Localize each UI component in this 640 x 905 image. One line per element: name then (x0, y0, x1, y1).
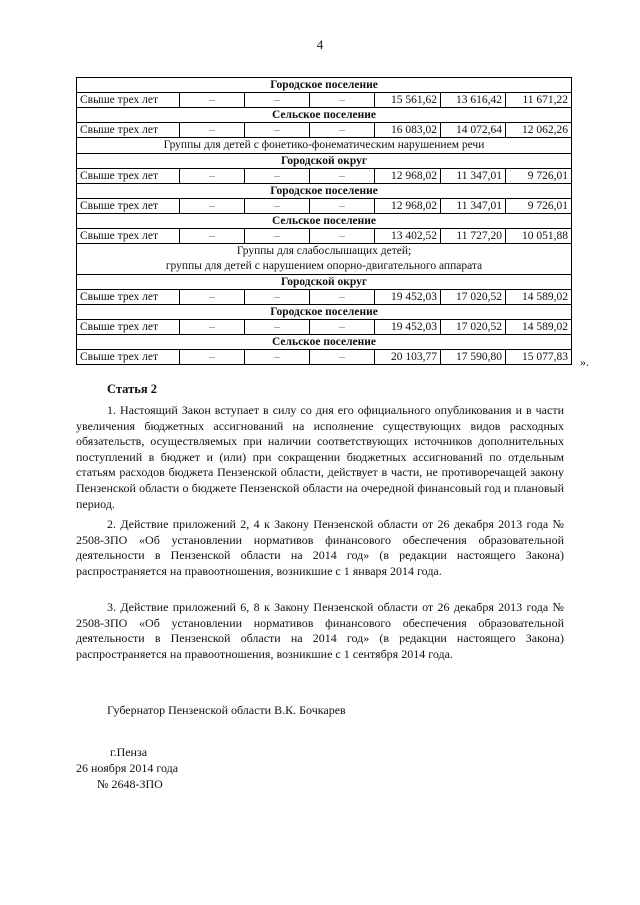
value-cell: 17 020,52 (441, 290, 506, 305)
section-header-row (77, 154, 572, 169)
table-row (77, 169, 572, 184)
section-header-row (77, 305, 572, 320)
section-header: Городской округ (77, 154, 572, 169)
dash-cell: – (310, 290, 375, 305)
value-cell: 11 671,22 (506, 93, 572, 108)
value-cell: 12 968,02 (375, 169, 441, 184)
section-header-row (77, 184, 572, 199)
dash-cell: – (245, 199, 310, 214)
value-cell: 9 726,01 (506, 199, 572, 214)
value-cell: 15 077,83 (506, 350, 572, 365)
section-header-row (77, 108, 572, 123)
section-header: Городской округ (77, 275, 572, 290)
place: г.Пенза (110, 745, 148, 759)
table-row (77, 350, 572, 365)
section-header-row (77, 335, 572, 350)
value-cell: 9 726,01 (506, 169, 572, 184)
age-cell: Свыше трех лет (77, 290, 180, 305)
value-cell: 14 072,64 (441, 123, 506, 138)
dash-cell: – (245, 123, 310, 138)
table-row (77, 290, 572, 305)
table-row (77, 320, 572, 335)
dash-cell: – (180, 320, 245, 335)
dash-cell: – (245, 320, 310, 335)
age-cell: Свыше трех лет (77, 320, 180, 335)
value-cell: 11 347,01 (441, 169, 506, 184)
age-cell: Свыше трех лет (77, 350, 180, 365)
value-cell: 16 083,02 (375, 123, 441, 138)
age-cell: Свыше трех лет (77, 123, 180, 138)
value-cell: 13 616,42 (441, 93, 506, 108)
value-cell: 11 347,01 (441, 199, 506, 214)
dash-cell: – (180, 350, 245, 365)
dash-cell: – (180, 290, 245, 305)
group-header-line-1: Группы для слабослышащих детей; (236, 245, 412, 257)
value-cell: 12 968,02 (375, 199, 441, 214)
section-header-row (77, 214, 572, 229)
governor-signature: Губернатор Пензенской области В.К. Бочкарев (107, 703, 346, 717)
page-number: 4 (316, 37, 324, 52)
age-cell: Свыше трех лет (77, 169, 180, 184)
dash-cell: – (245, 350, 310, 365)
dash-cell: – (180, 123, 245, 138)
dash-cell: – (310, 199, 375, 214)
section-header: Сельское поселение (77, 214, 572, 229)
value-cell: 14 589,02 (506, 320, 572, 335)
value-cell: 14 589,02 (506, 290, 572, 305)
value-cell: 19 452,03 (375, 290, 441, 305)
section-header: Сельское поселение (77, 108, 572, 123)
value-cell: 10 051,88 (506, 229, 572, 244)
dash-cell: – (245, 290, 310, 305)
article-paragraph-1: 1. Настоящий Закон вступает в силу со дня его официального опубликования и в части увеличения бюджетных ассигнований на исполнение существующих видов расходных обязательств, осуществляемых при наличии соответствующих источников дополнительных поступлений в бюджет и (или) при сокращении бюджетных ассигнований по отдельным статьям расходов бюджета Пензенской области, действует в части, не противоречащей закону Пензенской области о бюджете Пензенской области на очередной финансовый год и плановый период. (76, 403, 564, 511)
article-paragraph-2: 2. Действие приложений 2, 4 к Закону Пензенской области от 26 декабря 2013 года № 2508-ЗПО «Об установлении нормативов финансового обеспечения образовательной деятельности в Пензенской области на 2014 год» (в редакции настоящего Закона) распространяется на правоотношения, возникшие с 1 января 2014 года. (76, 517, 564, 578)
table-row (77, 123, 572, 138)
group-header: Группы для детей с фонетико-фонематическим нарушением речи (77, 138, 572, 154)
section-header: Городское поселение (77, 305, 572, 320)
date: 26 ноября 2014 года (76, 761, 179, 775)
group-header-row (77, 244, 572, 275)
value-cell: 11 727,20 (441, 229, 506, 244)
dash-cell: – (180, 229, 245, 244)
section-header-row (77, 275, 572, 290)
norms-table (76, 77, 572, 365)
table-row (77, 199, 572, 214)
dash-cell: – (245, 169, 310, 184)
group-header-line-2: группы для детей с нарушением опорно-двигательного аппарата (165, 260, 483, 272)
dash-cell: – (180, 169, 245, 184)
section-header: Сельское поселение (77, 335, 572, 350)
value-cell: 17 590,80 (441, 350, 506, 365)
section-header-row (77, 78, 572, 93)
age-cell: Свыше трех лет (77, 199, 180, 214)
group-header (77, 244, 572, 275)
value-cell: 17 020,52 (441, 320, 506, 335)
table-row (77, 93, 572, 108)
value-cell: 12 062,26 (506, 123, 572, 138)
article-paragraph-3: 3. Действие приложений 6, 8 к Закону Пензенской области от 26 декабря 2013 года № 2508-ЗПО «Об установлении нормативов финансового обеспечения образовательной деятельности в Пензенской области на 2014 год» (в редакции настоящего Закона) распространяется на правоотношения, возникшие с 1 сентября 2014 года. (76, 600, 564, 661)
section-header: Городское поселение (77, 78, 572, 93)
law-number: № 2648-ЗПО (97, 777, 163, 791)
section-header: Городское поселение (77, 184, 572, 199)
article-title: Статья 2 (107, 382, 157, 396)
dash-cell: – (310, 123, 375, 138)
age-cell: Свыше трех лет (77, 229, 180, 244)
table-row (77, 229, 572, 244)
value-cell: 19 452,03 (375, 320, 441, 335)
group-header-row (77, 138, 572, 154)
dash-cell: – (310, 320, 375, 335)
value-cell: 15 561,62 (375, 93, 441, 108)
age-cell: Свыше трех лет (77, 93, 180, 108)
dash-cell: – (180, 199, 245, 214)
dash-cell: – (180, 93, 245, 108)
dash-cell: – (245, 93, 310, 108)
dash-cell: – (310, 350, 375, 365)
value-cell: 13 402,52 (375, 229, 441, 244)
dash-cell: – (245, 229, 310, 244)
dash-cell: – (310, 229, 375, 244)
dash-cell: – (310, 93, 375, 108)
closing-quote: ». (580, 355, 589, 369)
dash-cell: – (310, 169, 375, 184)
value-cell: 20 103,77 (375, 350, 441, 365)
